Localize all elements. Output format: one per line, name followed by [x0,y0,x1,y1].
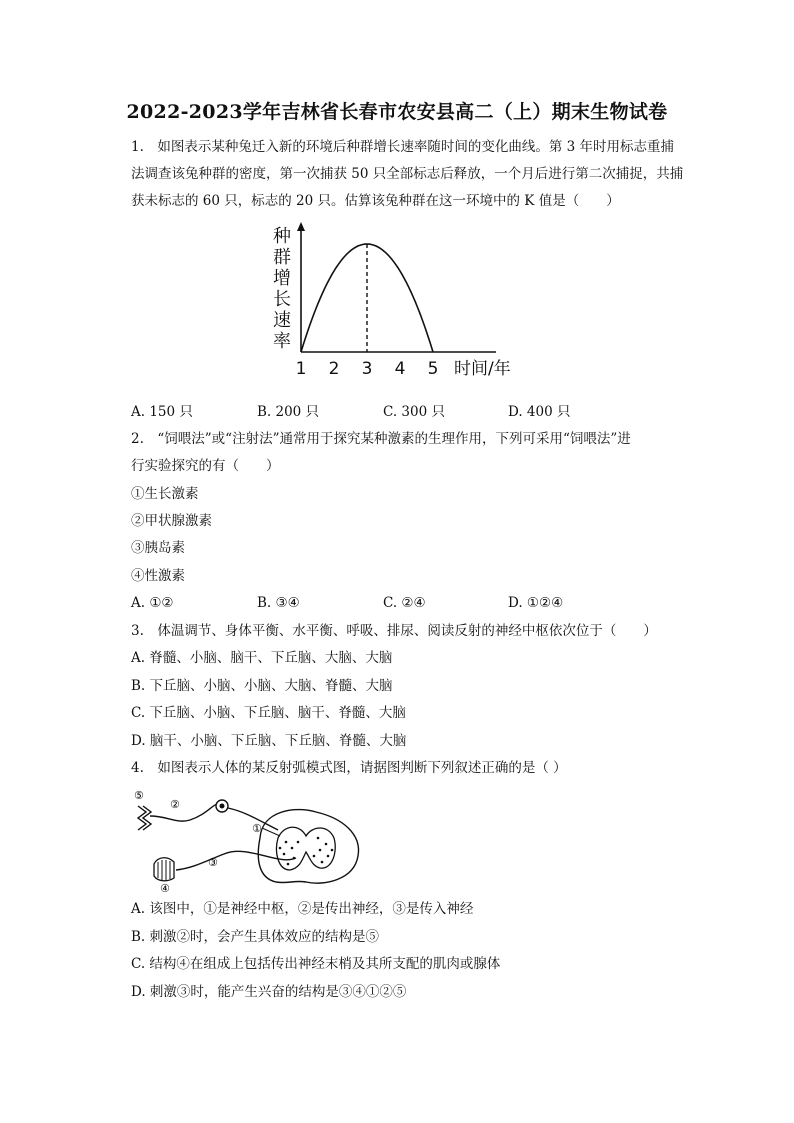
q3-option-c[interactable]: C. 下丘脑、小脑、下丘脑、脑干、脊髓、大脑 [131,705,406,721]
x-tick-label: 2 [328,359,340,379]
q4-option-c[interactable]: C. 结构④在组成上包括传出神经末梢及其所支配的肌肉或腺体 [131,956,501,972]
q2-text-line-2: 行实验探究的有（ ） [131,458,280,474]
y-axis-label-char: 率 [273,331,291,352]
q1-option-d[interactable]: D. 400 只 [508,404,571,420]
q2-item-2: ②甲状腺激素 [131,513,212,529]
y-axis-arrow [297,222,305,231]
effector-structure [154,858,174,881]
q1-option-c[interactable]: C. 300 只 [383,404,445,420]
q1-text-line-2: 法调查该兔种群的密度，第一次捕获 50 只全部标志后释放，一个月后进行第二次捕捉，共捕 [131,166,684,182]
receptor-structure [138,806,151,830]
y-axis-label-char: 长 [273,289,291,310]
q4-option-a[interactable]: A. 该图中，①是神经中枢，②是传出神经，③是传入神经 [131,901,474,917]
x-tick-label: 5 [427,359,439,379]
label-3: ③ [208,856,218,869]
y-axis-label-char: 速 [273,310,291,331]
q3-text: 3. 体温调节、身体平衡、水平衡、呼吸、排尿、阅读反射的神经中枢依次位于（ ） [131,623,657,639]
q2-item-4: ④性激素 [131,568,185,584]
q2-text-line-1: 2. “饲喂法”或“注射法”通常用于探究某种激素的生理作用，下列可采用“饲喂法”进 [131,431,631,447]
x-tick-label: 4 [394,359,406,379]
y-axis-label [273,226,291,352]
q4-option-d[interactable]: D. 刺激③时，能产生兴奋的结构是③④①②⑤ [131,984,407,1000]
label-1: ① [252,822,262,835]
q3-option-b[interactable]: B. 下丘脑、小脑、小脑、大脑、脊髓、大脑 [131,678,393,694]
afferent-nerve [150,804,220,821]
q2-option-a[interactable]: A. ①② [131,595,174,611]
population-growth-rate-chart [268,220,528,385]
q1-text-line-1: 1. 如图表示某种兔迁入新的环境后种群增长速率随时间的变化曲线。第 3 年时用标志重捕 [131,139,675,155]
q3-option-a[interactable]: A. 脊髓、小脑、脑干、下丘脑、大脑、大脑 [131,650,393,666]
reflex-arc-diagram [128,786,378,894]
q1-text-line-3: 获未标志的 60 只，标志的 20 只。估算该兔种群在这一环境中的 K 值是（ ） [131,193,620,209]
label-4: ④ [160,882,170,894]
page-title: 2022-2023学年吉林省长春市农安县高二（上）期末生物试卷 [126,101,668,123]
q3-option-d[interactable]: D. 脑干、小脑、下丘脑、下丘脑、脊髓、大脑 [131,733,407,749]
q2-item-1: ①生长激素 [131,486,199,502]
q2-option-b[interactable]: B. ③④ [257,595,300,611]
cell-nucleus [220,804,225,809]
q1-option-b[interactable]: B. 200 只 [257,404,320,420]
gray-matter [277,827,336,870]
x-tick-label: 3 [361,359,373,379]
q4-option-b[interactable]: B. 刺激②时，会产生具体效应的结构是⑤ [131,929,380,945]
label-5: ⑤ [134,789,144,802]
spinal-cord-outline [258,810,358,884]
q2-option-d[interactable]: D. ①②④ [508,595,564,611]
y-axis-label-char: 种 [273,226,291,247]
y-axis-label-char: 增 [273,268,291,289]
y-axis-label-char: 群 [273,247,291,268]
q4-text: 4. 如图表示人体的某反射弧模式图，请据图判断下列叙述正确的是（ ） [131,760,567,776]
q2-item-3: ③胰岛素 [131,540,185,556]
q2-option-c[interactable]: C. ②④ [383,595,426,611]
x-axis-label: 时间/年 [454,359,511,379]
x-tick-label: 1 [295,359,307,379]
label-2: ② [170,798,180,811]
q1-option-a[interactable]: A. 150 只 [131,404,193,420]
